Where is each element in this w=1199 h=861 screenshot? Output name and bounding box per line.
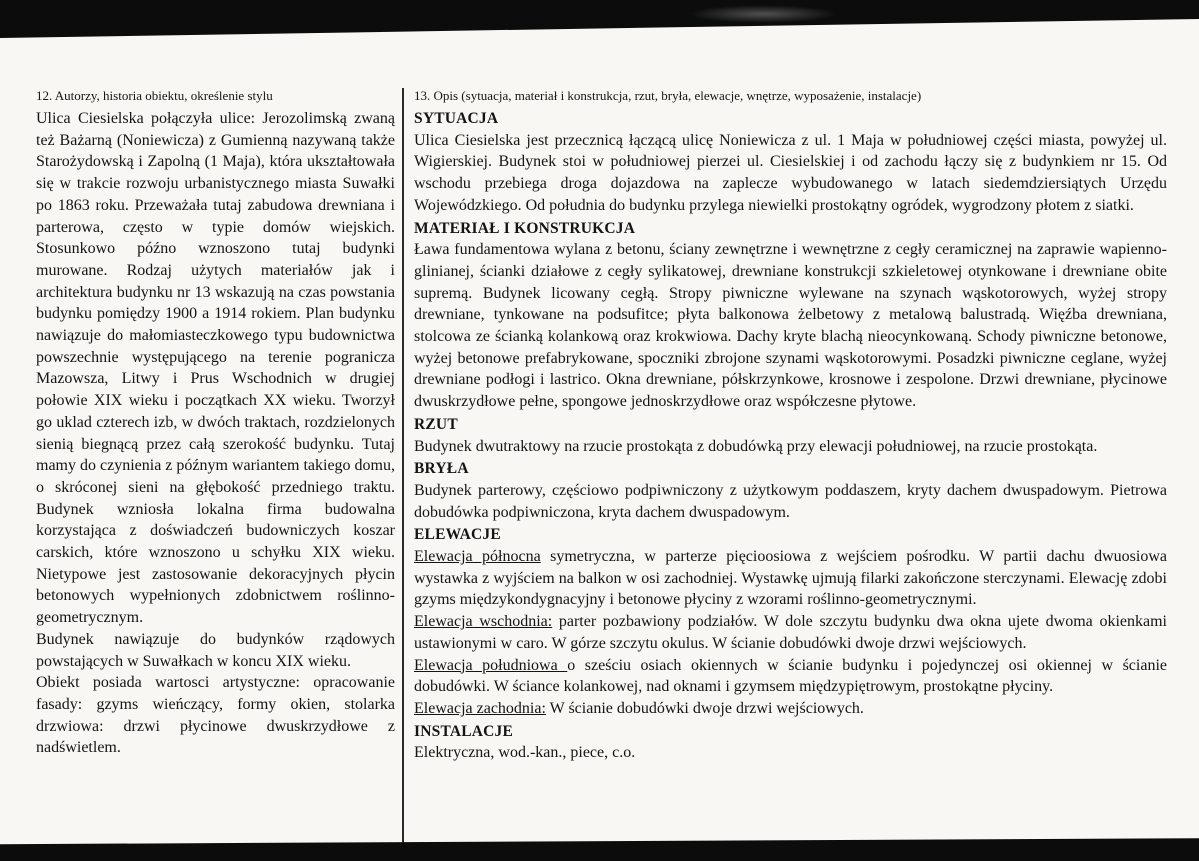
history-paragraph: Obiekt posiada wartosci artystyczne: opracowanie fasady: gzyms wieńczący, formy okien, stolarka drzwiowa: drzwi płycinowe dwuskrzydłowe z nadświetlem. — [36, 674, 395, 757]
subsection-bryla — [414, 458, 1167, 523]
subsection-text: Ława fundamentowa wylana z betonu, ściany zewnętrzne i wewnętrzne z cegły ceramicznej na zaprawie wapienno-glinianej, ścianki działowe z cegły sylikatowej, drewniane konstrukcji szkieletowej otynkowane i drewniane obite supremą. Budynek licowany cegłą. Stropy piwniczne wylewane na szynach wąskotorowych, wyżej stropy drewniane, tynkowane na podsufitce; płyta balkonowa żelbetowy z metalową balustradą. Więźba drewniana, stolcowa ze ścianką kolankową oraz krokwiowa. Dachy kryte blachą nieocynkowaną. Schody piwniczne betonowe, wyżej betonowe prefabrykowane, spoczniki zbrojone szynami wąskotorowymi. Posadzki piwniczne ceglane, wyżej drewniane podłogi i lastrico. Okna drewniane, półskrzynkowe, krosnowe i zespolone. Drzwi drewniane, płycinowe dwuskrzydłowe pełne, spongowe jednoskrzydłowe oraz współczesne płytowe. — [414, 241, 1167, 411]
subsection-instalacje — [414, 721, 1167, 764]
section-13-description — [404, 88, 1167, 843]
subsection-text: Budynek parterowy, częściowo podpiwniczony z użytkowym poddaszem, kryty dachem dwuspadowym. Pietrowa dobudówka podpiwniczona, kryta dachem dwuspadowym. — [414, 481, 1167, 521]
subsection-material-i-konstrukcja — [414, 218, 1167, 413]
scan-artifact-smudge — [688, 5, 838, 23]
elevation-text: W ścianie dobudówki dwoje drzwi wejściowych. — [545, 699, 864, 717]
subsection-heading: ELEWACJE — [414, 526, 501, 544]
elevation-text: parter pozbawiony podziałów. W dole szczytu budynku dwa okna ujete dwoma okienkami ustawionymi w caro. W górze szczytu okulus. W ścianie dobudówki dwoje drzwi wejściowych. — [414, 613, 1168, 652]
subsection-text: Budynek dwutraktowy na rzucie prostokąta z dobudówką przy elewacji południowej, na rzucie prostokąta. — [414, 437, 1098, 455]
elevation-paragraph-north — [414, 546, 1167, 611]
subsection-text: Elektryczna, wod.-kan., piece, c.o. — [414, 744, 636, 762]
document-content — [36, 88, 1167, 843]
elevation-paragraph-east — [414, 611, 1167, 654]
subsection-text: Ulica Ciesielska jest przecznicą łączącą ulicę Noniewicza z ul. 1 Maja w południowej części miasta, powyżej ul. Wigierskiej. Budynek stoi w południowej pierzei ul. Ciesielskiej i od zachodu łączy się z budynkiem nr 15. Od wschodu przebiega droga dojazdowa na zaplecze wybudowanego w latach siedemdziersiątych Urzędu Wojewódzkiego. Od południa do budynku przylega niewielki prostokątny ogródek, wygrodzony płotem z siatki. — [414, 131, 1167, 214]
subsection-rzut — [414, 414, 1167, 457]
subsection-heading: INSTALACJE — [414, 722, 514, 740]
elevation-paragraph-south — [414, 655, 1167, 698]
history-paragraph: Ulica Ciesielska połączyła ulice: Jerozolimską zwaną też Bażarną (Noniewicza) z Gumienną nazywaną także Starożydowską i Zapolną (1 Maja), która ukształtowała się w trakcie rozwoju urbanistycznego miasta Suwałki po 1863 roku. Przeważała tutaj zabudowa drewniana i parterowa, często w typie domów wiejskich. Stosunkowo późno wznoszono tutaj budynki murowane. Rodzaj użytych materiałów jak i architektura budynku nr 13 wskazują na czas powstania budynku pomiędzy 1900 a 1914 rokiem. Plan budynku nawiązuje do małomiasteczkowego typu budownictwa powszechnie występującego na terenie pogranicza Mazowsza, Litwy i Prus Wschodnich w drugiej połowie XIX wieku i początkach XX wieku. Tworzył go uklad czterech izb, w dwóch traktach, rozdzielonych sienią biegnącą przez całą szerokość budynku. Tutaj mamy do czynienia z późnym wariantem takiego domu, o skróconej sieni na głębokość przedniego traktu. Budynek wzniosła lokalna firma budowalna korzystająca z doświadczeń budowniczych koszar carskich, które wznoszono u schyłku XIX wieku. Nietypowe jest zastosowanie dekoracyjnych płycin betonowych wypełnionych zdobnictwem roślinno-geometrycznym. — [36, 110, 395, 627]
subsection-heading: BRYŁA — [414, 460, 469, 478]
subsection-heading: SYTUACJA — [414, 110, 499, 127]
elevation-text: symetryczna, w parterze pięcioosiowa z wejściem pośrodku. W partii dachu dwuosiowa wystawka z wyjściem na balkon w osi zachodniej. Wystawkę ujmują filarki zakończone sterczynami. Elewację zdobi gzyms międzykondygnacyjny i betonowe płyciny z wzorami roślinno-geometrycznymi. — [414, 548, 1167, 609]
section-13-header: 13. Opis (sytuacja, materiał i konstrukcja, rzut, bryła, elewacje, wnętrze, wyposażenie, instalacje) — [414, 88, 922, 103]
elevation-lead: Elewacja zachodnia: — [414, 699, 546, 717]
elevation-paragraph-west — [414, 698, 1167, 720]
history-paragraph: Budynek nawiązuje do budynków rządowych powstających w Suwałkach w koncu XIX wieku. — [36, 630, 395, 670]
elevation-lead: Elewacja południowa — [414, 656, 568, 674]
elevation-text: o sześciu osiach okiennych w ścianie budynku i pojedynczej osi okiennej w ścianie dobudówki. W ściance kolankowej, nad oknami i gzymsem międzypiętrowym, prostokątne płyciny. — [414, 656, 1168, 696]
subsection-heading: RZUT — [414, 415, 458, 433]
section-12-header: 12. Autorzy, historia obiektu, określenie stylu — [36, 88, 273, 103]
scan-artifact-top-band — [0, 0, 1199, 38]
subsection-heading: MATERIAŁ I KONSTRUKCJA — [414, 219, 636, 237]
elevation-lead: Elewacja północna — [414, 548, 541, 566]
subsection-sytuacja — [414, 108, 1167, 217]
section-12-authors-history — [36, 88, 402, 843]
subsection-elewacje — [414, 524, 1167, 719]
elevation-lead: Elewacja wschodnia: — [414, 613, 553, 631]
